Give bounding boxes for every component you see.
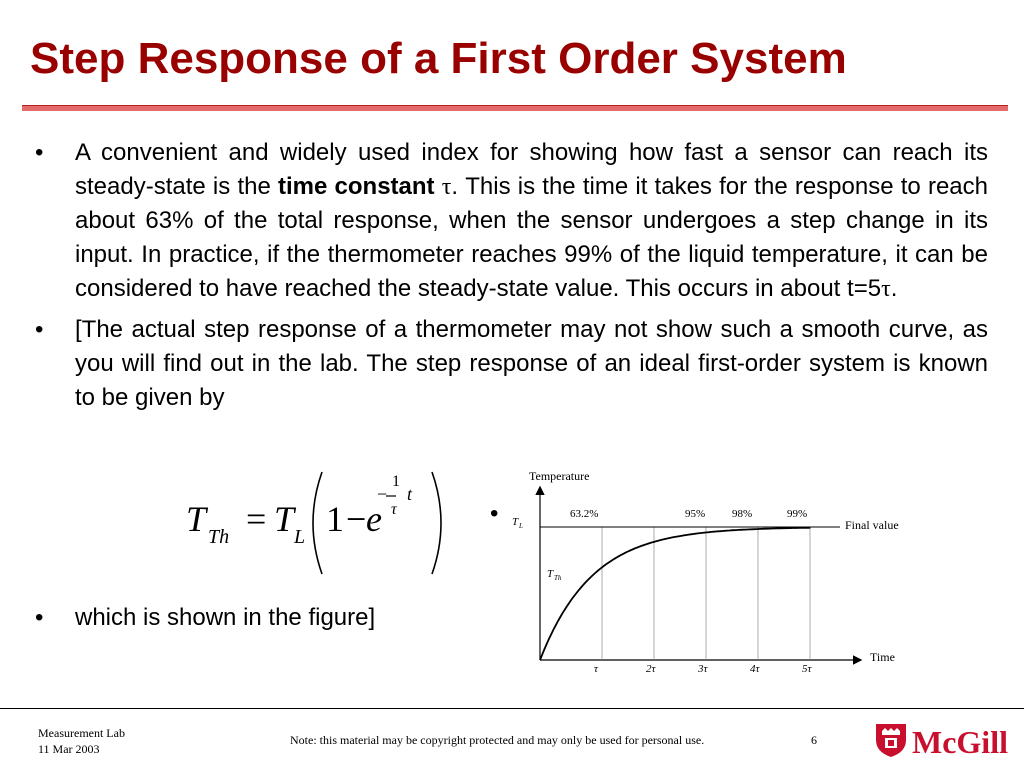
x-tick-label-1: τ	[594, 663, 598, 675]
eq-lhs-var: T	[186, 499, 207, 539]
response-curve	[540, 528, 810, 660]
footer-copyright-note: Note: this material may be copyright protected and may only be used for personal use.	[290, 733, 705, 747]
bullet-2-text: [The actual step response of a thermometer may not show such a smooth curve, as you will find out in the lab. The step response of an ideal first-order system is known to be given by	[75, 316, 988, 411]
bullet-time-constant	[35, 136, 988, 306]
mcgill-logo	[874, 722, 1008, 760]
eq-exp-den: τ	[391, 501, 397, 518]
x-tick-label-5: 5τ	[802, 663, 812, 675]
tl-marker-sub: L	[519, 522, 523, 530]
final-value-label: Final value	[845, 518, 899, 532]
slide-title: Step Response of a First Order System	[30, 34, 847, 83]
bullet-1-text-b: . This is the time it takes for the response to reach about 63% of the total response, when the sensor undergoes a step change in its input. In practice, if the thermometer reaches 99% of the liquid temperature, it can be considered to have reached the steady-state value. This occurs in about t=5	[75, 173, 989, 302]
tau-symbol-2: τ	[881, 276, 891, 302]
bullet-actual-response	[35, 313, 988, 415]
percent-label-1: 63.2%	[570, 508, 599, 520]
bullet-1-text-a: A convenient and widely used index for showing how fast a sensor can reach its steady-state is the	[75, 139, 988, 200]
eq-exp-minus: −	[377, 484, 388, 504]
step-response-chart	[500, 460, 920, 678]
y-axis-label: Temperature	[529, 469, 590, 483]
bullet-dot-orphan: •	[490, 500, 499, 527]
page-number: 6	[811, 733, 817, 747]
tth-label-sub: Th	[554, 574, 562, 582]
bullet-dot: •	[35, 139, 44, 166]
eq-rhs-sub: L	[294, 526, 306, 548]
percent-labels	[570, 508, 807, 520]
percent-label-2: 95%	[685, 508, 706, 520]
bullet-list	[35, 136, 988, 415]
crest-icon	[874, 722, 908, 758]
tth-label: T	[547, 568, 554, 580]
eq-minus: −	[346, 499, 367, 539]
percent-label-4: 99%	[787, 508, 808, 520]
eq-equals: =	[246, 499, 267, 539]
logo-wordmark: McGill	[912, 724, 1008, 760]
bullet-dot: •	[35, 316, 44, 343]
x-axis-label: Time	[870, 650, 895, 664]
x-tick-label-4: 4τ	[750, 663, 760, 675]
eq-lhs-sub: Th	[208, 526, 230, 548]
footer-course: Measurement Lab	[38, 726, 125, 740]
tl-marker: T	[512, 516, 519, 528]
footer-divider	[0, 708, 1024, 709]
bullet-1-text-c: .	[890, 275, 898, 302]
eq-exp-num: 1	[392, 473, 400, 490]
step-response-equation	[186, 468, 456, 578]
title-underline	[22, 105, 1008, 111]
footer-date: 11 Mar 2003	[38, 742, 100, 756]
x-tick-label-2: 2τ	[646, 663, 656, 675]
x-tick-labels	[594, 663, 813, 675]
time-constant-term: time constant	[278, 173, 435, 200]
percent-label-3: 98%	[732, 508, 753, 520]
tau-symbol: τ	[441, 174, 452, 200]
footer-course-info	[38, 725, 125, 757]
time-constant-gridlines	[602, 527, 810, 660]
bullet-3-text: which is shown in the figure]	[75, 604, 376, 631]
bullet-dot: •	[35, 604, 44, 631]
eq-one: 1	[326, 499, 344, 539]
eq-exp-t: t	[407, 484, 413, 504]
eq-rhs-var: T	[274, 499, 295, 539]
x-tick-label-3: 3τ	[698, 663, 708, 675]
eq-e: e	[366, 499, 382, 539]
